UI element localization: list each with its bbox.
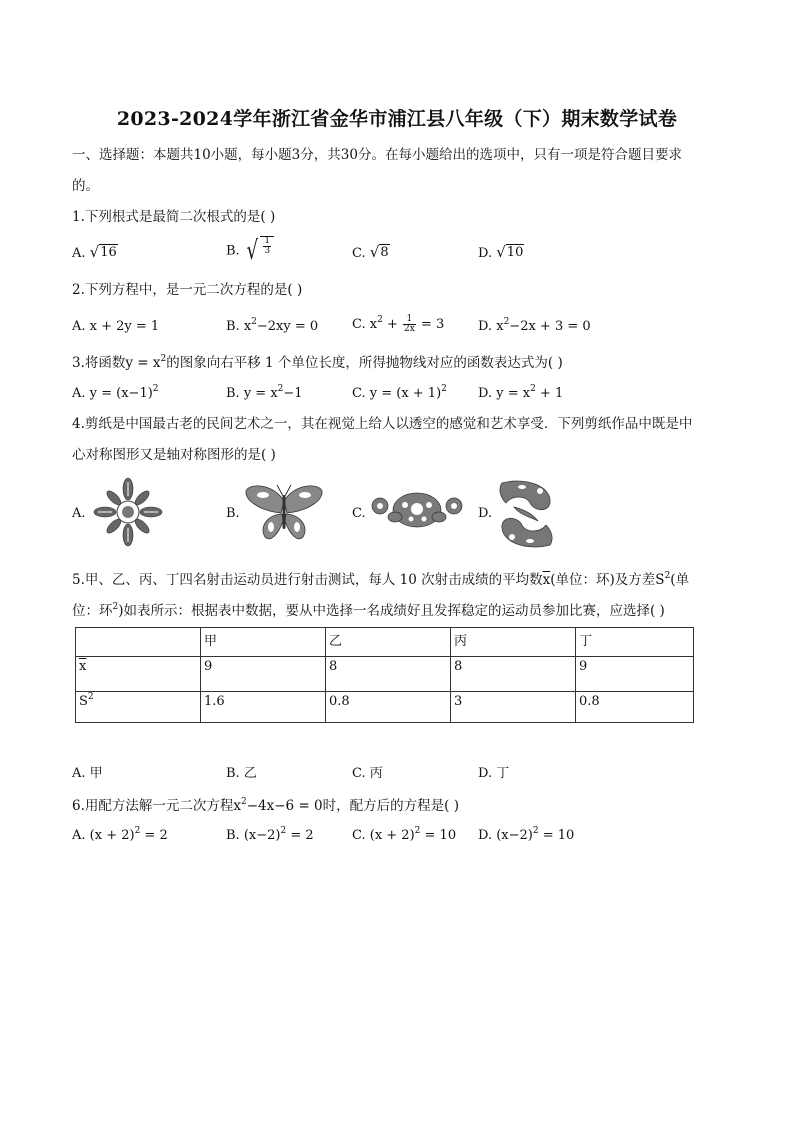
q4-option-b-label: B. bbox=[226, 506, 240, 521]
q1-option-b: B. √ $\frac{1}{3}$ bbox=[226, 236, 274, 266]
q2-option-d: D. $x^2-2x + 3 = 0$ bbox=[478, 317, 591, 334]
twin-fish-papercut-image bbox=[494, 477, 558, 551]
q6-option-a: A. $(x + 2)^2 = 2$ bbox=[72, 826, 168, 843]
table-cell: 9 bbox=[576, 657, 694, 692]
q5-stem-line-1: 5.甲、乙、丙、丁四名射击运动员进行射击测试，每人 10 次射击成绩的平均数$\overline{x}$(单位：环)及方差$S^2$(单 bbox=[72, 571, 690, 588]
q5-option-c: C. 丙 bbox=[352, 766, 383, 781]
q5-option-b: B. 乙 bbox=[226, 766, 257, 781]
table-cell: 0.8 bbox=[326, 692, 451, 723]
q4-stem-line-2: 心对称图形又是轴对称图形的是( ) bbox=[72, 447, 276, 463]
q2-option-b: B. $x^2-2xy = 0$ bbox=[226, 317, 319, 334]
q5-option-a: A. 甲 bbox=[72, 766, 103, 781]
table-header-row bbox=[76, 628, 694, 657]
table-row-variance bbox=[76, 692, 694, 723]
table-header-cell: 乙 bbox=[326, 628, 451, 657]
q2-stem: 2.下列方程中，是一元二次方程的是( ) bbox=[72, 282, 303, 298]
table-header-cell: 甲 bbox=[201, 628, 326, 657]
section-heading-line-1: 一、选择题：本题共10小题，每小题3分，共30分。在每小题给出的选项中，只有一项是符合题目要求 bbox=[72, 147, 682, 163]
section-heading-line-2: 的。 bbox=[72, 178, 99, 194]
table-cell: 1.6 bbox=[201, 692, 326, 723]
table-cell: 0.8 bbox=[576, 692, 694, 723]
q4-option-d-label: D. bbox=[478, 506, 493, 521]
floral-band-papercut-image bbox=[369, 487, 465, 533]
q6-option-c: C. $(x + 2)^2 = 10$ bbox=[352, 826, 457, 843]
q4-option-a-label: A. bbox=[72, 506, 86, 521]
q3-option-c: C. $y = (x + 1)^2$ bbox=[352, 384, 447, 401]
q1-option-d: D. √ 10 bbox=[478, 243, 524, 261]
q1-option-a: A. √ 16 bbox=[72, 243, 117, 261]
flower-papercut-image bbox=[92, 476, 164, 548]
table-cell: 8 bbox=[451, 657, 576, 692]
q2-option-c: C. $x^2$ + $\frac{1}{2x}$ = 3 bbox=[352, 314, 445, 334]
q1-stem: 1.下列根式是最简二次根式的是( ) bbox=[72, 209, 276, 225]
q6-stem: 6.用配方法解一元二次方程$x^2-4x-6 = 0$时，配方后的方程是( ) bbox=[72, 797, 459, 814]
q3-option-a: A. $y = (x-1)^2$ bbox=[72, 384, 159, 401]
q5-stem-line-2: 位：环$^2$)如表所示：根据表中数据，要从中选择一名成绩好且发挥稳定的运动员参加比赛，应选择( ) bbox=[72, 602, 665, 619]
table-row-label: $\overline{x}$ bbox=[76, 657, 201, 692]
table-header-cell: 丙 bbox=[451, 628, 576, 657]
q3-option-d: D. $y = x^2 + 1$ bbox=[478, 384, 564, 401]
q2-option-a: A. x + 2y = 1 bbox=[72, 319, 160, 334]
q5-scores-table bbox=[75, 627, 694, 723]
table-cell: 8 bbox=[326, 657, 451, 692]
table-row-mean bbox=[76, 657, 694, 692]
q1-option-c: C. √ 8 bbox=[352, 243, 389, 261]
table-header-cell: 丁 bbox=[576, 628, 694, 657]
table-row-label: $S^2$ bbox=[76, 692, 201, 723]
table-cell: 3 bbox=[451, 692, 576, 723]
q4-stem-line-1: 4.剪纸是中国最古老的民间艺术之一，其在视觉上给人以透空的感觉和艺术享受．下列剪纸作品中既是中 bbox=[72, 416, 693, 432]
q4-option-c-label: C. bbox=[352, 506, 366, 521]
table-cell: 9 bbox=[201, 657, 326, 692]
q6-option-b: B. $(x-2)^2 = 2$ bbox=[226, 826, 314, 843]
table-corner-cell bbox=[76, 628, 201, 657]
q6-option-d: D. $(x-2)^2 = 10$ bbox=[478, 826, 575, 843]
page-title: 2023-2024学年浙江省金华市浦江县八年级（下）期末数学试卷 bbox=[116, 108, 678, 130]
butterfly-papercut-image bbox=[243, 481, 325, 545]
q3-stem: 3.将函数$y = x^2$的图象向右平移 1 个单位长度，所得抛物线对应的函数表达式为( ) bbox=[72, 354, 563, 371]
q3-option-b: B. $y = x^2-1$ bbox=[226, 384, 303, 401]
q5-option-d: D. 丁 bbox=[478, 766, 510, 781]
